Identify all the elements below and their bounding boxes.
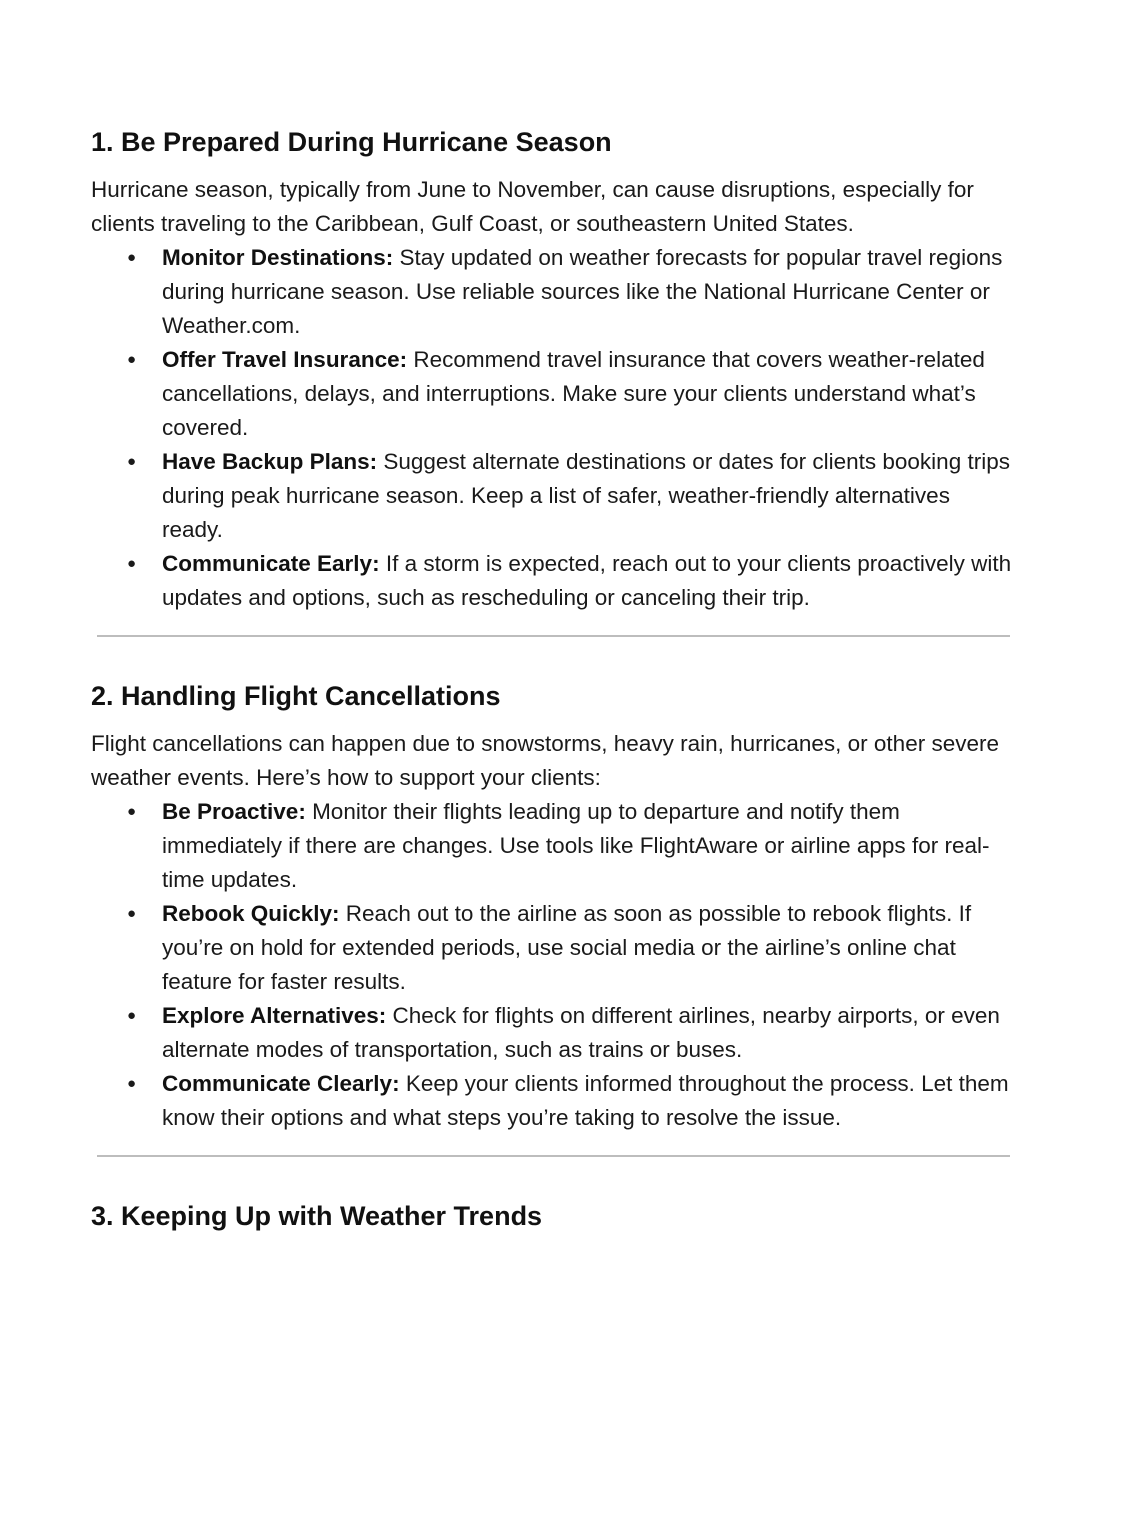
- item-label: Rebook Quickly:: [162, 901, 340, 926]
- section-divider: [97, 1155, 1010, 1157]
- item-text: Reach out to the airline as soon as possible to rebook flights. If you’re on hold for extended periods, use social media or the airline’s online chat feature for faster results.: [162, 901, 972, 994]
- document-body: [91, 125, 1016, 1247]
- item-text: Recommend travel insurance that covers weather-related cancellations, delays, and interruptions. Make sure your clients understand what’s covered.: [162, 347, 985, 440]
- item-label: Communicate Clearly:: [162, 1071, 400, 1096]
- item-label: Communicate Early:: [162, 551, 380, 576]
- item-label: Explore Alternatives:: [162, 1003, 387, 1028]
- section-intro: Flight cancellations can happen due to snowstorms, heavy rain, hurricanes, or other severe weather events. Here’s how to support your clients:: [91, 731, 999, 790]
- item-label: Have Backup Plans:: [162, 449, 378, 474]
- item-text: Monitor their flights leading up to departure and notify them immediately if there are changes. Use tools like FlightAware or airline apps for real-time updates.: [162, 799, 990, 892]
- list-item: [162, 897, 1016, 999]
- section-heading: 1. Be Prepared During Hurricane Season: [91, 127, 612, 157]
- list-item: [162, 1067, 1016, 1135]
- list-item: [162, 795, 1016, 897]
- item-text: Stay updated on weather forecasts for popular travel regions during hurricane season. Use reliable sources like the National Hurricane Center or Weather.com.: [162, 245, 1003, 338]
- list-item: [162, 343, 1016, 445]
- list-item: [162, 999, 1016, 1067]
- item-text: Check for flights on different airlines, nearby airports, or even alternate modes of transportation, such as trains or buses.: [162, 1003, 1000, 1062]
- section-heading: 3. Keeping Up with Weather Trends: [91, 1201, 543, 1231]
- item-text: Keep your clients informed throughout the process. Let them know their options and what steps you’re taking to resolve the issue.: [162, 1071, 1009, 1130]
- item-text: If a storm is expected, reach out to your clients proactively with updates and options, such as rescheduling or canceling their trip.: [162, 551, 1012, 610]
- section-flight-cancellations: [91, 679, 1016, 1135]
- item-label: Offer Travel Insurance:: [162, 347, 408, 372]
- list-item: [162, 241, 1016, 343]
- section-hurricane-season: [91, 125, 1016, 615]
- bullet-list: [91, 795, 1016, 1135]
- list-item: [162, 445, 1016, 547]
- list-item: [162, 547, 1016, 615]
- section-divider: [97, 635, 1010, 637]
- item-label: Be Proactive:: [162, 799, 306, 824]
- item-text: Suggest alternate destinations or dates for clients booking trips during peak hurricane season. Keep a list of safer, weather-friendly alternatives ready.: [162, 449, 1010, 542]
- bullet-list: [91, 241, 1016, 615]
- section-weather-trends: [91, 1199, 1016, 1233]
- section-intro: Hurricane season, typically from June to November, can cause disruptions, especially for clients traveling to the Caribbean, Gulf Coast, or southeastern United States.: [91, 177, 974, 236]
- section-heading: 2. Handling Flight Cancellations: [91, 681, 501, 711]
- item-label: Monitor Destinations:: [162, 245, 394, 270]
